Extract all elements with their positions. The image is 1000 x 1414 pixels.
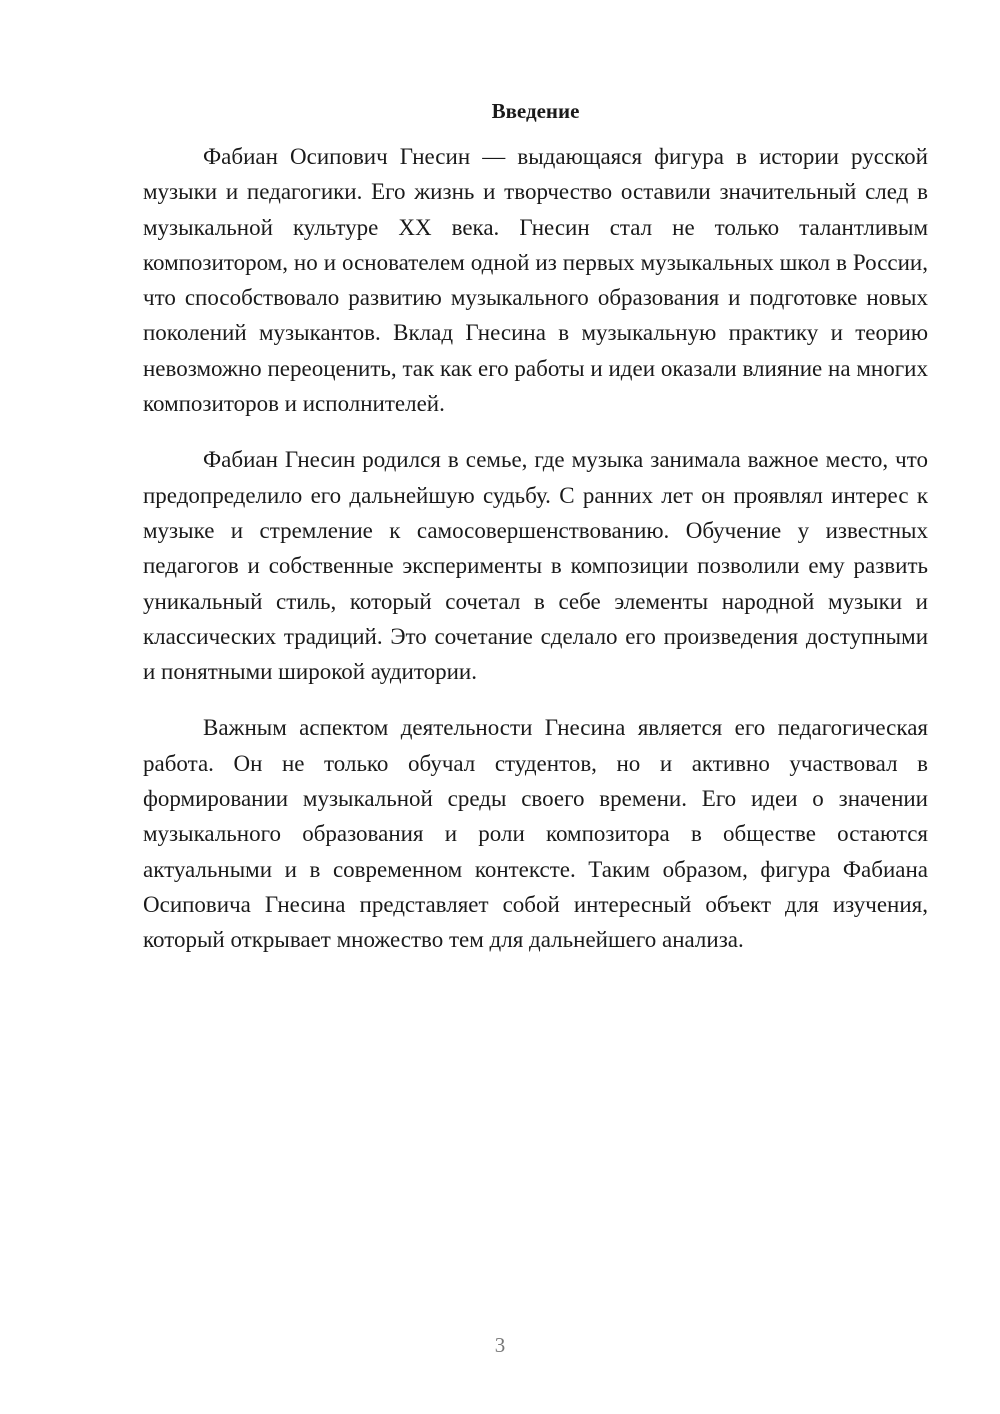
page-number: 3 [494, 1333, 506, 1357]
section-heading: Введение [491, 99, 580, 123]
paragraph-2: Фабиан Гнесин родился в семье, где музыка занимала важное место, что предопределило его дальнейшую судьбу. С ранних лет он проявлял интерес к музыке и стремление к самосовершенствованию. Обучение у известных педагогов и собственные эксперименты в композиции позволили ему развить уникальный стиль, который сочетал в себе элементы народной музыки и классических традиций. Это сочетание сделало его произведения доступными и понятными широкой аудитории. [143, 447, 928, 685]
page-content [143, 96, 928, 979]
paragraph-1: Фабиан Осипович Гнесин — выдающаяся фигура в истории русской музыки и педагогики. Его жизнь и творчество оставили значительный след в музыкальной культуре XX века. Гнесин стал не только талантливым композитором, но и основателем одной из первых музыкальных школ в России, что способствовало развитию музыкального образования и подготовке новых поколений музыкантов. Вклад Гнесина в музыкальную практику и теорию невозможно переоценить, так как его работы и идеи оказали влияние на многих композиторов и исполнителей. [143, 144, 928, 417]
paragraph-3: Важным аспектом деятельности Гнесина является его педагогическая работа. Он не только обучал студентов, но и активно участвовал в формировании музыкальной среды своего времени. Его идеи о значении музыкального образования и роли композитора в обществе остаются актуальными и в современном контексте. Таким образом, фигура Фабиана Осиповича Гнесина представляет собой интересный объект для изучения, который открывает множество тем для дальнейшего анализа. [143, 715, 928, 953]
